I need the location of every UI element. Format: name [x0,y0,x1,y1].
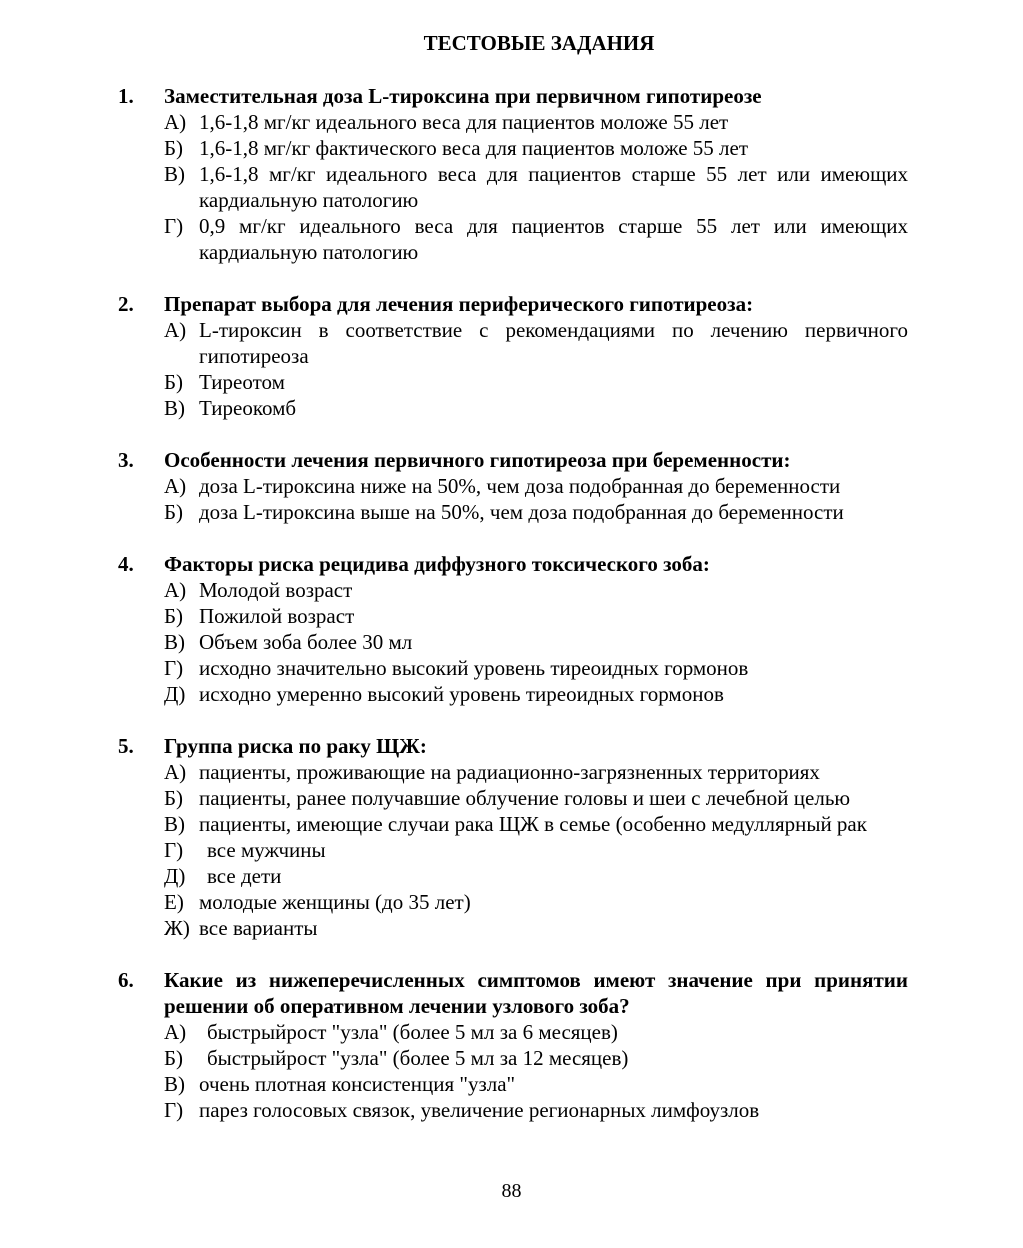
option-text: исходно значительно высокий уровень тиреоидных гормонов [199,656,749,680]
question-2 [118,291,908,421]
option-letter: А) [164,318,187,342]
option-text: все мужчины [207,838,326,862]
option-text: Тиреотом [199,370,285,394]
answer-option [164,369,908,395]
answer-option [164,395,908,421]
question-text: Препарат выбора для лечения периферического гипотиреоза: [164,292,754,316]
answer-option [164,785,908,811]
answer-option [164,1097,908,1123]
option-letter: Г) [164,656,184,680]
answer-option [164,915,908,941]
option-text: доза L-тироксина ниже на 50%, чем доза подобранная до беременности [199,474,841,498]
option-text: быстрыйрост "узла" (более 5 мл за 12 месяцев) [207,1046,629,1070]
option-text: очень плотная консистенция "узла" [199,1072,516,1096]
option-letter: Б) [164,136,184,160]
question-number: 3. [118,448,134,472]
answer-option [164,889,908,915]
page-number: 88 [501,1180,522,1202]
option-letter: Б) [164,1046,184,1070]
option-letter: Б) [164,604,184,628]
option-text: пациенты, имеющие случаи рака ЩЖ в семье (особенно медуллярный рак [199,812,867,836]
option-letter: А) [164,1020,187,1044]
answer-option [164,655,908,681]
option-letter: В) [164,1072,185,1096]
question-text: Какие из нижеперечисленных симптомов имеют значение при принятии решении об оперативном лечении узлового зоба? [164,968,908,1018]
option-text: Пожилой возраст [199,604,355,628]
option-letter: Г) [164,838,184,862]
answer-option [164,473,908,499]
option-text: 0,9 мг/кг идеального веса для пациентов старше 55 лет или имеющих кардиальную патологию [199,214,908,264]
option-letter: Д) [164,864,186,888]
question-number: 2. [118,292,134,316]
option-text: L-тироксин в соответствие с рекомендациями по лечению первичного гипотиреоза [199,318,908,368]
answer-option [164,577,908,603]
option-text: исходно умеренно высокий уровень тиреоидных гормонов [199,682,724,706]
question-text: Заместительная доза L-тироксина при первичном гипотиреозе [164,84,762,108]
option-text: пациенты, проживающие на радиационно-загрязненных территориях [199,760,820,784]
option-letter: Е) [164,890,184,914]
answer-option [164,1071,908,1097]
option-letter: В) [164,630,185,654]
question-text: Особенности лечения первичного гипотиреоза при беременности: [164,448,791,472]
page-title [0,30,1023,56]
question-4 [118,551,908,707]
answer-option [164,161,908,213]
question-number: 4. [118,552,134,576]
answer-option [164,1045,908,1071]
option-text: пациенты, ранее получавшие облучение головы и шеи с лечебной целью [199,786,851,810]
question-6 [118,967,908,1123]
option-text: 1,6-1,8 мг/кг идеального веса для пациентов моложе 55 лет [199,110,729,134]
option-text: 1,6-1,8 мг/кг идеального веса для пациентов старше 55 лет или имеющих кардиальную патологию [199,162,908,212]
question-5 [118,733,908,941]
option-text: 1,6-1,8 мг/кг фактического веса для пациентов моложе 55 лет [199,136,749,160]
option-letter: А) [164,760,187,784]
question-list [118,83,908,1123]
option-text: молодые женщины (до 35 лет) [199,890,471,914]
option-letter: В) [164,162,185,186]
option-letter: Ж) [164,916,190,940]
question-text: Факторы риска рецидива диффузного токсического зоба: [164,552,710,576]
question-number: 1. [118,84,134,108]
option-letter: Г) [164,1098,184,1122]
answer-option [164,811,908,837]
answer-option [164,837,908,863]
option-letter: А) [164,110,187,134]
option-letter: Г) [164,214,184,238]
option-text: доза L-тироксина выше на 50%, чем доза подобранная до беременности [199,500,844,524]
question-1 [118,83,908,265]
option-letter: А) [164,578,187,602]
option-text: парез голосовых связок, увеличение регионарных лимфоузлов [199,1098,760,1122]
option-text: все варианты [199,916,318,940]
answer-option [164,863,908,889]
answer-option [164,109,908,135]
answer-option [164,629,908,655]
option-letter: Б) [164,786,184,810]
page-title-text: ТЕСТОВЫЕ ЗАДАНИЯ [423,31,655,55]
answer-option [164,213,908,265]
option-text: Молодой возраст [199,578,353,602]
option-letter: Д) [164,682,186,706]
question-number: 6. [118,968,134,992]
option-letter: А) [164,474,187,498]
question-3 [118,447,908,525]
option-text: быстрыйрост "узла" (более 5 мл за 6 месяцев) [207,1020,618,1044]
option-text: Тиреокомб [199,396,297,420]
answer-option [164,1019,908,1045]
option-text: Объем зоба более 30 мл [199,630,413,654]
answer-option [164,681,908,707]
question-number: 5. [118,734,134,758]
answer-option [164,317,908,369]
answer-option [164,603,908,629]
answer-option [164,135,908,161]
option-letter: В) [164,812,185,836]
answer-option [164,499,908,525]
option-letter: Б) [164,500,184,524]
option-text: все дети [207,864,282,888]
answer-option [164,759,908,785]
option-letter: В) [164,396,185,420]
option-letter: Б) [164,370,184,394]
question-text: Группа риска по раку ЩЖ: [164,734,427,758]
